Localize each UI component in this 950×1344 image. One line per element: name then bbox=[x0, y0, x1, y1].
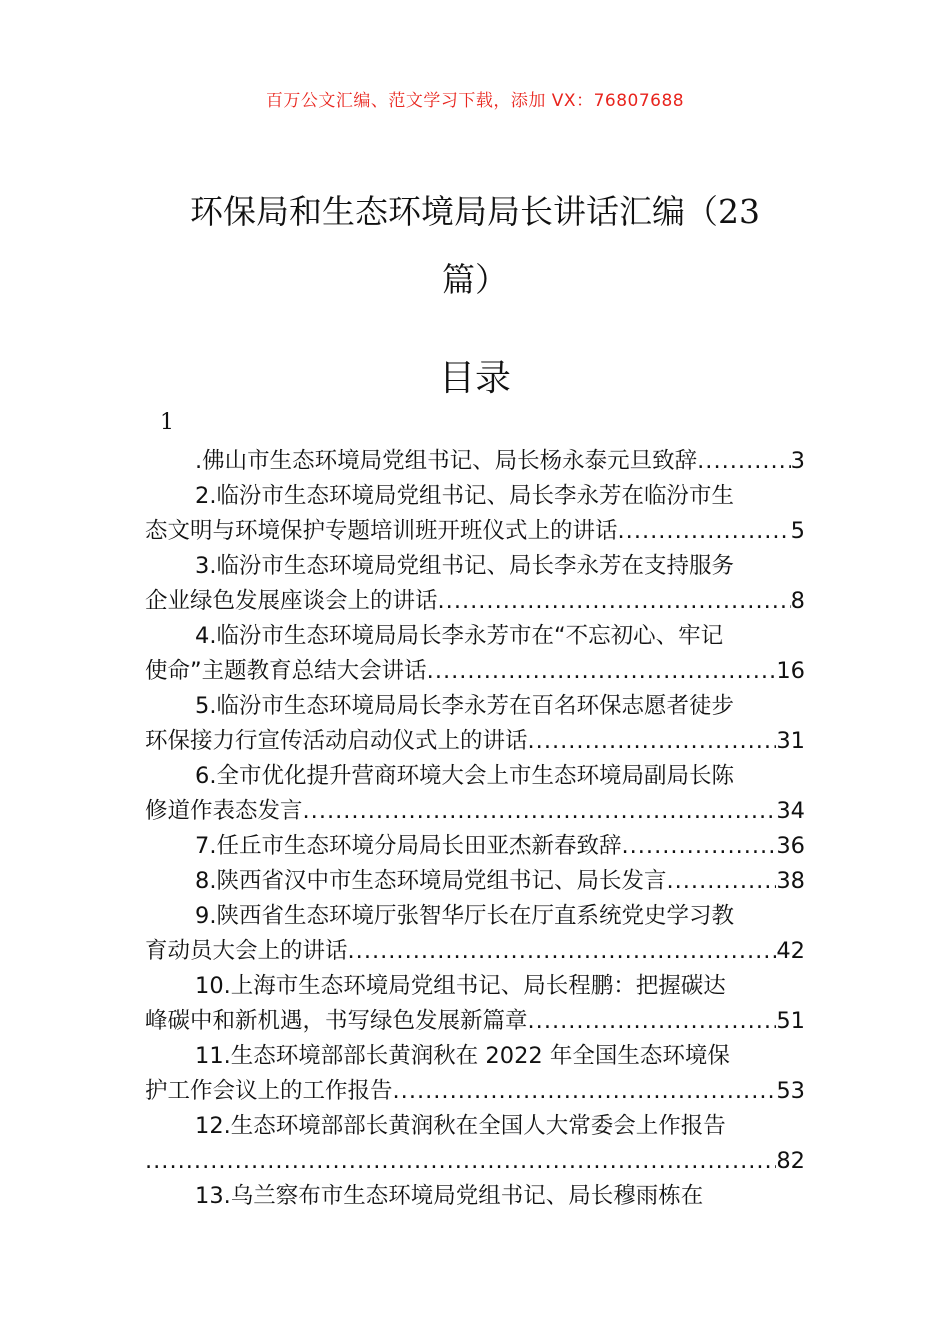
toc-entry-title: 7.任丘市生态环境分局局长田亚杰新春致辞 bbox=[195, 833, 622, 859]
toc-entry[interactable] bbox=[145, 1039, 805, 1109]
toc-entry[interactable] bbox=[145, 899, 805, 969]
toc-entry-line bbox=[145, 969, 805, 1004]
toc-entry-line bbox=[145, 759, 805, 794]
table-of-contents bbox=[145, 444, 805, 1214]
toc-entry-line bbox=[145, 724, 805, 759]
toc-page-number: 36 bbox=[776, 833, 805, 859]
toc-entry-title-cont: 态文明与环境保护专题培训班开班仪式上的讲话 bbox=[145, 518, 618, 544]
toc-entry-title: 10.上海市生态环境局党组书记、局长程鹏：把握碳达 bbox=[195, 973, 726, 999]
toc-page-number: 34 bbox=[776, 798, 805, 824]
toc-page-number: 42 bbox=[776, 938, 805, 964]
toc-entry-line bbox=[145, 829, 805, 864]
toc-entry-line bbox=[145, 1074, 805, 1109]
toc-page-number: 8 bbox=[790, 588, 805, 614]
toc-page-number: 3 bbox=[790, 448, 805, 474]
toc-entry[interactable] bbox=[145, 1109, 805, 1179]
toc-entry-title-cont: 护工作会议上的工作报告 bbox=[145, 1078, 393, 1104]
toc-entry-title: 5.临汾市生态环境局局长李永芳在百名环保志愿者徒步 bbox=[195, 693, 734, 719]
toc-entry-title-cont: 环保接力行宣传活动启动仪式上的讲话 bbox=[145, 728, 528, 754]
toc-entry-line bbox=[145, 1039, 805, 1074]
toc-leader-dots bbox=[427, 654, 777, 689]
toc-entry-line bbox=[145, 479, 805, 514]
toc-leader-dots bbox=[618, 514, 791, 549]
document-title bbox=[145, 178, 805, 314]
toc-entry-line bbox=[145, 1144, 805, 1179]
toc-leader-dots bbox=[697, 444, 791, 479]
toc-entry-line bbox=[145, 549, 805, 584]
toc-leader-dots bbox=[621, 829, 776, 864]
toc-page-number: 31 bbox=[776, 728, 805, 754]
title-line-2: 篇） bbox=[442, 260, 508, 299]
toc-entry-title-cont: 使命”主题教育总结大会讲话 bbox=[145, 658, 427, 684]
toc-entry-line bbox=[145, 1004, 805, 1039]
toc-leader-dots bbox=[348, 934, 777, 969]
toc-entry-title: 4.临汾市生态环境局局长李永芳市在“不忘初心、牢记 bbox=[195, 623, 724, 649]
toc-entry-title: 11.生态环境部部长黄润秋在 2022 年全国生态环境保 bbox=[195, 1043, 730, 1069]
toc-heading: 目录 bbox=[438, 358, 511, 399]
toc-leader-dots bbox=[666, 864, 776, 899]
toc-entry-title: 6.全市优化提升营商环境大会上市生态环境局副局长陈 bbox=[195, 763, 734, 789]
toc-entry[interactable] bbox=[145, 444, 805, 479]
toc-entry-title: 2.临汾市生态环境局党组书记、局长李永芳在临汾市生 bbox=[195, 483, 734, 509]
toc-entry[interactable] bbox=[145, 1179, 805, 1214]
toc-leader-dots bbox=[528, 724, 777, 759]
toc-entry-line bbox=[145, 934, 805, 969]
toc-entry-line bbox=[145, 584, 805, 619]
toc-page-number: 5 bbox=[790, 518, 805, 544]
toc-entry[interactable] bbox=[145, 759, 805, 829]
toc-leader-dots bbox=[393, 1074, 777, 1109]
toc-entry-title-cont: 修道作表态发言 bbox=[145, 798, 303, 824]
toc-leader-dots bbox=[438, 584, 791, 619]
toc-leader-dots bbox=[303, 794, 777, 829]
toc-entry-title-cont: 企业绿色发展座谈会上的讲话 bbox=[145, 588, 438, 614]
toc-entry[interactable] bbox=[145, 829, 805, 864]
toc-entry-line bbox=[145, 619, 805, 654]
toc-entry-line bbox=[145, 899, 805, 934]
toc-entry-title: 8.陕西省汉中市生态环境局党组书记、局长发言 bbox=[195, 868, 667, 894]
toc-page-number: 82 bbox=[776, 1148, 805, 1174]
toc-entry-line bbox=[145, 689, 805, 724]
toc-page-number: 53 bbox=[776, 1078, 805, 1104]
toc-entry[interactable] bbox=[145, 969, 805, 1039]
watermark-header: 百万公文汇编、范文学习下载，添加 VX：76807688 bbox=[265, 91, 685, 111]
toc-leader-dots bbox=[145, 1144, 776, 1179]
toc-entry-title: 13.乌兰察布市生态环境局党组书记、局长穆雨栋在 bbox=[195, 1183, 704, 1209]
toc-entry[interactable] bbox=[145, 864, 805, 899]
toc-entry-title-cont: 育动员大会上的讲话 bbox=[145, 938, 348, 964]
toc-entry-line bbox=[145, 444, 805, 479]
toc-entry-title: 3.临汾市生态环境局党组书记、局长李永芳在支持服务 bbox=[195, 553, 734, 579]
toc-entry[interactable] bbox=[145, 479, 805, 549]
toc-entry-title: 12.生态环境部部长黄润秋在全国人大常委会上作报告 bbox=[195, 1113, 726, 1139]
toc-page-number: 38 bbox=[776, 868, 805, 894]
toc-entry-title-cont: 峰碳中和新机遇，书写绿色发展新篇章 bbox=[145, 1008, 528, 1034]
toc-entry[interactable] bbox=[145, 549, 805, 619]
page-marker: 1 bbox=[160, 410, 174, 435]
toc-entry[interactable] bbox=[145, 689, 805, 759]
toc-page-number: 51 bbox=[776, 1008, 805, 1034]
toc-entry-line bbox=[145, 1179, 805, 1214]
toc-entry-line bbox=[145, 514, 805, 549]
toc-entry-line bbox=[145, 654, 805, 689]
toc-entry-line bbox=[145, 794, 805, 829]
title-count: 23 bbox=[718, 192, 760, 231]
toc-entry-line bbox=[145, 1109, 805, 1144]
title-line-1-text: 环保局和生态环境局局长讲话汇编（ bbox=[190, 192, 718, 231]
toc-entry[interactable] bbox=[145, 619, 805, 689]
toc-entry-title: 9.陕西省生态环境厅张智华厅长在厅直系统党史学习教 bbox=[195, 903, 734, 929]
toc-leader-dots bbox=[528, 1004, 777, 1039]
toc-entry-line bbox=[145, 864, 805, 899]
toc-page-number: 16 bbox=[776, 658, 805, 684]
title-line-1 bbox=[145, 178, 805, 246]
toc-entry-title: .佛山市生态环境局党组书记、局长杨永泰元旦致辞 bbox=[195, 448, 698, 474]
